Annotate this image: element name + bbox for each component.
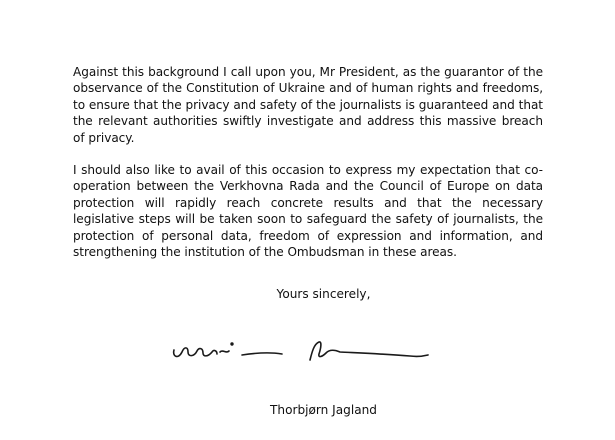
body-paragraph-1: Against this background I call upon you, Mr President, as the guarantor of the observance of the Constitution of Ukraine and of human rights and freedoms, to ensure that the privacy and safety of the journalists is guaranteed and that the relevant authorities swiftly investigate and address this massive breach of privacy.	[73, 65, 543, 145]
body-paragraph-2: I should also like to avail of this occasion to express my expectation that co-operation between the Verkhovna Rada and the Council of Europe on data protection will rapidly reach concrete results and that the necessary legislative steps will be taken soon to safeguard the safety of journalists, the protection of personal data, freedom of expression and information, and strengthening the institution of the Ombudsman in these areas.	[73, 163, 543, 260]
signer-name: Thorbjørn Jagland	[270, 403, 377, 417]
closing-salutation: Yours sincerely,	[276, 287, 371, 301]
handwritten-signature	[170, 330, 440, 380]
